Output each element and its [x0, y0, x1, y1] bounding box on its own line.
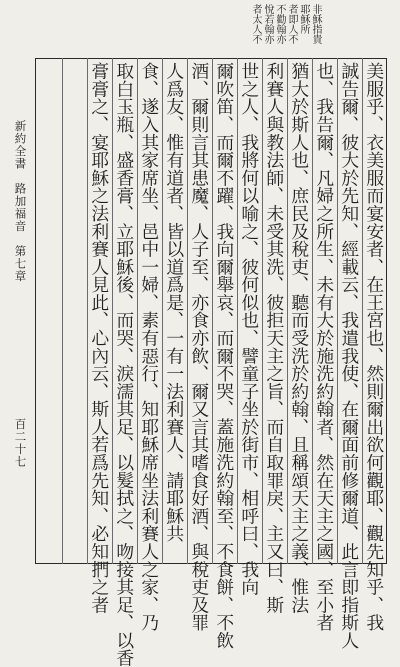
text-column: 食、遂入其家席坐、邑中一婦、素有惡行、知耶穌席坐法利賽人之家、乃: [138, 62, 160, 632]
text-column: 人爲友、惟有道者、皆以道爲是、一有一法利賽人、請耶穌共: [163, 62, 185, 543]
column-rule: [212, 58, 213, 564]
head-note: 非穌指貴: [310, 4, 321, 44]
column-rule: [287, 58, 288, 564]
column-rule: [312, 58, 313, 564]
column-rule: [62, 58, 63, 564]
column-rule: [337, 58, 338, 564]
head-note: 悅若翰亦: [262, 4, 273, 44]
text-column: 猶大於斯人也、庶民及稅吏、聽而受洗於約翰、且稱頌天主之義、惟法: [288, 62, 310, 614]
text-column: 美服乎、衣美服而宴安者、在王宮也、然則爾出欲何觀耶、觀先知乎、我: [363, 62, 385, 632]
column-rule: [237, 58, 238, 564]
text-column: 誠告爾、彼大於先知、經載云、我遣我使、在爾面前修爾道、此言即指斯人: [338, 62, 360, 650]
text-column: 世之人、我將何以喻之、彼何似也、譬童子坐於街市、相呼曰、我向: [238, 62, 260, 596]
text-column: 膏膏之、宴耶穌之法利賽人見此、心內云、斯人若爲先知、必知捫之者: [88, 62, 110, 614]
page-number: 百二十七: [13, 418, 28, 468]
column-rule: [137, 58, 138, 564]
head-note: 不勸翰亦: [274, 4, 285, 44]
head-note: 者太人不: [250, 4, 261, 44]
column-rule: [162, 58, 163, 564]
head-note: 者即人不: [286, 4, 297, 44]
text-column: 酒、爾則言其患魔、人子至、亦食亦飲、爾又言其嗜食好酒、與稅吏及罪: [188, 62, 210, 632]
text-column: 也、我告爾、凡婦之所生、未有大於施洗約翰者、然在天主之國、至小者: [313, 62, 335, 632]
head-note: 耶穌所: [298, 4, 309, 34]
column-rule: [87, 58, 88, 564]
column-rule: [112, 58, 113, 564]
book-title: 新約全書 路加福音 第七章: [13, 120, 28, 283]
column-rule: [362, 58, 363, 564]
column-rule: [262, 58, 263, 564]
text-column: 利賽人與教法師、未受其洗、彼拒天主之旨、而自取罪戾、主又曰、斯: [263, 62, 285, 614]
text-column: 取白玉瓶、盛香膏、立耶穌後、而哭、淚濡其足、以髮拭之、吻接其足、以香: [113, 62, 135, 667]
column-rule: [187, 58, 188, 564]
text-column: 爾吹笛、而爾不躍、我向爾舉哀、而爾不哭、蓋施洗約翰至、不食餅、不飲: [213, 62, 235, 650]
